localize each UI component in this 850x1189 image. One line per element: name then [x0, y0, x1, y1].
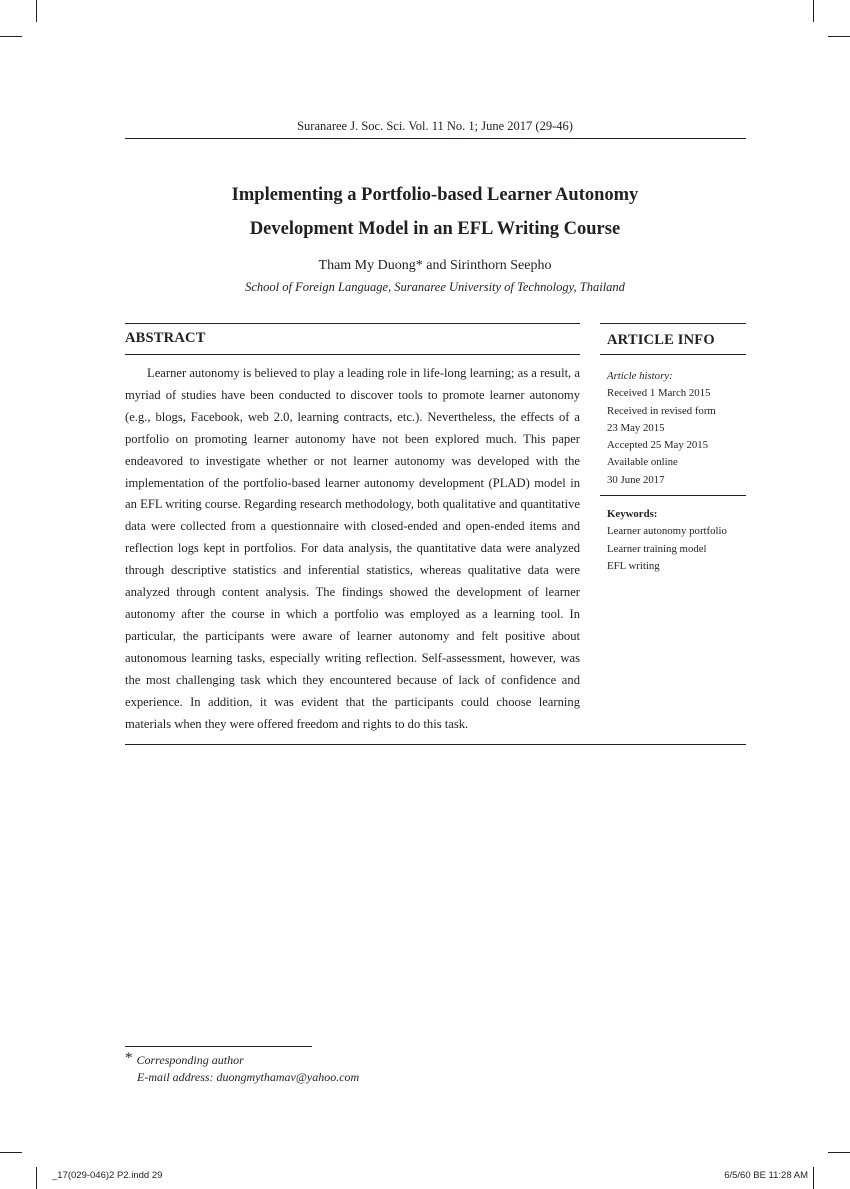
keywords-block — [607, 506, 727, 575]
history-revised-label: Received in revised form — [607, 404, 716, 417]
crop-mark-top-right-h — [828, 36, 850, 37]
article-info-top-rule — [600, 323, 746, 324]
abstract-heading-rule — [125, 354, 580, 355]
history-label: Article history: — [607, 370, 673, 382]
history-online-label: Available online — [607, 456, 678, 469]
corresponding-author-label: Corresponding author — [136, 1053, 244, 1067]
footnote-marker: * — [125, 1050, 133, 1066]
title-line-1: Implementing a Portfolio-based Learner Autonomy — [231, 185, 639, 205]
print-file-slug: _17(029-046)2 P2.indd 29 — [52, 1170, 163, 1181]
journal-running-header: Suranaree J. Soc. Sci. Vol. 11 No. 1; June 2017 (29-46) — [297, 119, 573, 133]
title-line-2: Development Model in an EFL Writing Course — [249, 219, 621, 239]
crop-mark-top-left-v — [36, 0, 37, 22]
article-history — [607, 368, 716, 489]
crop-mark-bottom-left-h — [0, 1152, 22, 1153]
history-online-date: 30 June 2017 — [607, 473, 665, 486]
abstract-top-rule — [125, 323, 580, 324]
crop-mark-top-right-v — [813, 0, 814, 22]
crop-mark-bottom-right-h — [828, 1152, 850, 1153]
abstract-body: Learner autonomy is believed to play a leading role in life-long learning; as a result, a myriad of studies have been conducted to discover tools to promote learner autonomy (e.g., blogs, Facebook, web 2.0, learning contracts, etc.). Nevertheless, the effects of a portfolio on promoting learner autonomy have not been explored much. This paper endeavored to investigate whether or not learner autonomy was developed with the implementation of the portfolio-based learner autonomy development (PLAD) model in an EFL writing course. Regarding research methodology, both qualitative and quantitative data were collected from a questionnaire with closed-ended and open-ended items and reflection logs kept in portfolios. For data analysis, the quantitative data were analyzed through descriptive statistics and inferential statistics, whereas qualitative data were analyzed through content analysis. The findings showed the development of learner autonomy after the course in which a portfolio was employed as a learning tool. In particular, the participants were aware of learner autonomy and felt positive about autonomous learning tasks, especially writing reflection. Self-assessment, however, was the most challenging task which they encountered because of lack of confidence and experience. In addition, it was evident that the participants could choose learning materials when they were offered freedom and rights to do this task. — [125, 366, 580, 731]
crop-mark-bottom-right-v — [813, 1167, 814, 1189]
crop-mark-top-left-h — [0, 36, 22, 37]
history-revised-date: 23 May 2015 — [607, 421, 665, 434]
article-authors: Tham My Duong* and Sirinthorn Seepho — [318, 258, 552, 273]
abstract-bottom-rule — [125, 744, 746, 745]
corresponding-email: E-mail address: duongmythamav@yahoo.com — [137, 1070, 360, 1084]
keyword-item: Learner autonomy portfolio — [607, 525, 727, 538]
keyword-item: Learner training model — [607, 542, 707, 555]
corresponding-author-note — [125, 1052, 359, 1069]
article-info-mid-rule — [600, 495, 746, 496]
crop-mark-bottom-left-v — [36, 1167, 37, 1189]
footnote — [125, 1052, 359, 1086]
keywords-label: Keywords: — [607, 508, 658, 520]
header-rule — [125, 138, 746, 139]
article-affiliation: School of Foreign Language, Suranaree University of Technology, Thailand — [245, 280, 625, 294]
article-info-heading-rule — [600, 354, 746, 355]
article-info-heading: ARTICLE INFO — [607, 332, 715, 348]
print-timestamp: 6/5/60 BE 11:28 AM — [724, 1170, 808, 1181]
history-accepted: Accepted 25 May 2015 — [607, 439, 709, 452]
keyword-item: EFL writing — [607, 559, 660, 572]
abstract-heading: ABSTRACT — [125, 330, 206, 346]
footnote-rule — [125, 1046, 312, 1047]
article-title — [125, 178, 745, 246]
history-received: Received 1 March 2015 — [607, 387, 711, 400]
